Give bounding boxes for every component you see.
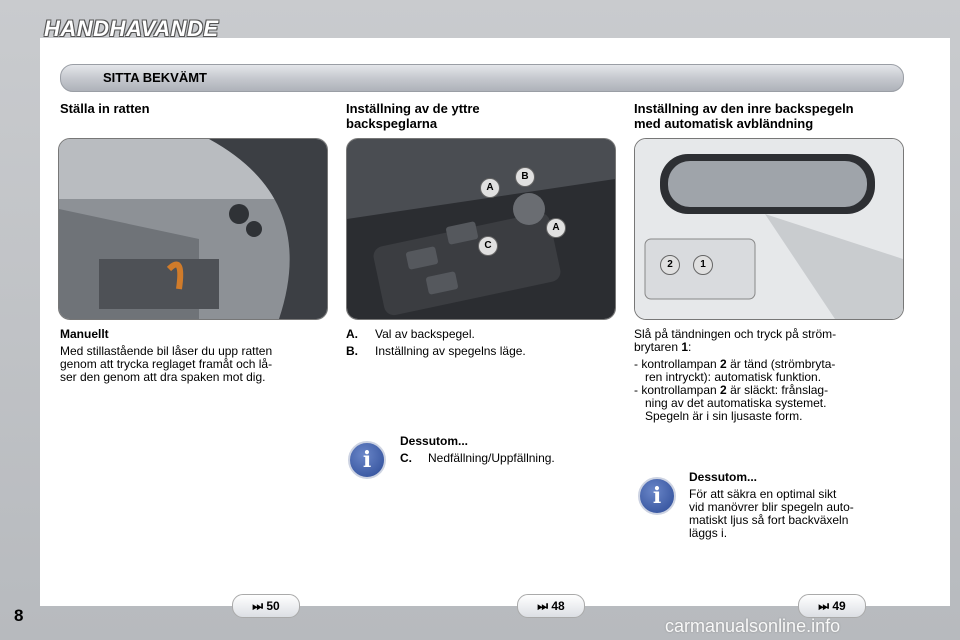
bullet-2-num: 2 bbox=[720, 383, 727, 397]
col3-intro-line1: Slå på tändningen och tryck på ström- bbox=[634, 327, 837, 341]
intro-switch-number: 1 bbox=[681, 340, 689, 354]
bullet-1-line2: ren intryckt): automatisk funktion. bbox=[645, 370, 822, 384]
col3-note-line3: matiskt ljus så fort backväxeln bbox=[689, 513, 849, 527]
col2-note-title: Dessutom... bbox=[400, 434, 469, 448]
col1-body-line1: Med stillastående bil låser du upp ratten bbox=[60, 344, 273, 358]
info-icon-2: i bbox=[638, 477, 676, 515]
item-b-text: Inställning av spegelns läge. bbox=[375, 344, 526, 358]
item-b-key: B. bbox=[346, 344, 358, 358]
page-ref-48[interactable]: ⏭ 48 bbox=[517, 594, 585, 618]
page-number: 8 bbox=[14, 606, 24, 625]
col3-intro-line2 bbox=[634, 341, 691, 354]
col3-title-line2: med automatisk avbländning bbox=[634, 116, 814, 131]
col1-body-line3: ser den genom att dra spaken mot dig. bbox=[60, 370, 266, 384]
col2-note-text: Nedfällning/Uppfällning. bbox=[428, 451, 555, 465]
page-ref-49[interactable]: ⏭ 49 bbox=[798, 594, 866, 618]
mirror-controls-photo bbox=[346, 138, 616, 320]
bullet-2-line3: Spegeln är i sin ljusaste form. bbox=[645, 409, 803, 423]
bullet-2-line2: ning av det automatiska systemet. bbox=[645, 396, 827, 410]
col3-note-line2: vid manövrer blir spegeln auto- bbox=[689, 500, 854, 514]
callout-2: 2 bbox=[660, 255, 680, 275]
bullet-2-text-a: - kontrollampan bbox=[634, 383, 721, 397]
col3-note-line1: För att säkra en optimal sikt bbox=[689, 487, 837, 501]
callout-a-right: A bbox=[546, 218, 566, 238]
item-a-key: A. bbox=[346, 327, 358, 341]
callout-b: B bbox=[515, 167, 535, 187]
interior-mirror-illustration bbox=[635, 139, 903, 319]
col2-note-key: C. bbox=[400, 451, 412, 465]
bullet-1-text-a: - kontrollampan bbox=[634, 357, 721, 371]
bullet-2-text-c: är släckt: frånslag- bbox=[726, 383, 829, 397]
callout-c: C bbox=[478, 236, 498, 256]
col1-body-line2: genom att trycka reglaget framåt och lå- bbox=[60, 357, 273, 371]
section-banner bbox=[60, 64, 904, 92]
section-banner-label: SITTA BEKVÄMT bbox=[103, 70, 207, 85]
bullet-1-num: 2 bbox=[720, 357, 727, 371]
col2-title-line2: backspeglarna bbox=[346, 116, 438, 131]
col3-note-line4: läggs i. bbox=[689, 526, 728, 540]
col3-title-line1: Inställning av den inre backspegeln bbox=[634, 101, 854, 116]
mirror-controls-illustration bbox=[347, 139, 615, 319]
steering-wheel-illustration bbox=[59, 139, 327, 319]
callout-1: 1 bbox=[693, 255, 713, 275]
interior-mirror-photo bbox=[634, 138, 904, 320]
callout-a-left: A bbox=[480, 178, 500, 198]
col3-note-title: Dessutom... bbox=[689, 470, 758, 484]
col2-title-line1: Inställning av de yttre bbox=[346, 101, 480, 116]
intro-text: brytaren bbox=[634, 340, 682, 354]
col1-title: Ställa in ratten bbox=[60, 101, 150, 116]
info-icon: i bbox=[348, 441, 386, 479]
page-title: HANDHAVANDE bbox=[44, 16, 219, 41]
col1-subhead: Manuellt bbox=[60, 327, 109, 341]
intro-colon: : bbox=[688, 340, 692, 354]
bullet-1-text-c: är tänd (strömbryta- bbox=[726, 357, 836, 371]
watermark: carmanualsonline.info bbox=[665, 616, 841, 636]
steering-wheel-photo bbox=[58, 138, 328, 320]
item-a-text: Val av backspegel. bbox=[375, 327, 475, 341]
page-ref-50[interactable]: ⏭ 50 bbox=[232, 594, 300, 618]
